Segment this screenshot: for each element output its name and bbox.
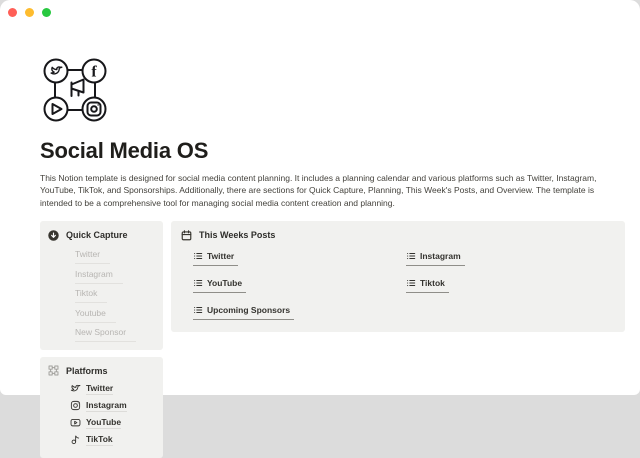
platform-link-label: YouTube bbox=[86, 416, 122, 427]
tiktok-icon bbox=[70, 434, 81, 445]
capture-arrow-icon bbox=[48, 230, 59, 241]
platforms-header bbox=[48, 365, 155, 376]
bulleted-list-icon bbox=[193, 278, 203, 288]
platform-link-instagram[interactable] bbox=[70, 397, 155, 414]
posts-link-label: Upcoming Sponsors bbox=[207, 304, 291, 315]
quick-capture-item-new-sponsor[interactable]: New Sponsor bbox=[75, 323, 136, 343]
platforms-title: Platforms bbox=[66, 365, 108, 376]
bulleted-list-icon bbox=[406, 251, 416, 261]
platform-link-label: Instagram bbox=[86, 399, 127, 410]
bulleted-list-icon bbox=[406, 278, 416, 288]
left-column bbox=[40, 221, 163, 458]
platform-link-youtube[interactable] bbox=[70, 414, 155, 431]
quick-capture-title: Quick Capture bbox=[66, 230, 128, 241]
youtube-icon bbox=[70, 417, 81, 428]
posts-linked-db-tiktok[interactable] bbox=[406, 278, 449, 293]
posts-link-label: Tiktok bbox=[420, 277, 445, 288]
platform-link-label: Twitter bbox=[86, 382, 114, 393]
page-description: This Notion template is designed for social media content planning. It includes a planning calendar and various platforms such as Twitter, Instagram, YouTube, TikTok, and Sponsorships. Additionally, there are sections for Quick Capture, Planning, This Week's Posts, and Overview. The template is intended to be a comprehensive tool for managing social media content creation and planning. bbox=[40, 173, 597, 208]
quick-capture-items bbox=[75, 245, 155, 343]
platform-link-twitter[interactable] bbox=[70, 380, 155, 397]
layout-columns bbox=[40, 221, 625, 458]
quick-capture-item-tiktok[interactable]: Tiktok bbox=[75, 284, 107, 304]
posts-link-label: Instagram bbox=[420, 250, 461, 261]
zoom-button[interactable] bbox=[42, 8, 51, 17]
platform-link-label: TikTok bbox=[86, 433, 113, 444]
close-button[interactable] bbox=[8, 8, 17, 17]
window-controls bbox=[0, 0, 640, 17]
quick-capture-section bbox=[40, 221, 163, 351]
quick-capture-item-instagram[interactable]: Instagram bbox=[75, 264, 123, 284]
posts-linked-db-youtube[interactable] bbox=[193, 278, 246, 293]
quick-capture-item-youtube[interactable]: Youtube bbox=[75, 303, 116, 323]
megaphone-icon bbox=[72, 80, 84, 97]
quick-capture-header bbox=[48, 230, 155, 241]
bulleted-list-icon bbox=[193, 305, 203, 315]
calendar-icon bbox=[181, 230, 192, 241]
instagram-icon bbox=[70, 400, 81, 411]
this-weeks-posts-grid bbox=[193, 251, 615, 320]
platforms-section bbox=[40, 357, 163, 458]
this-weeks-posts-title: This Weeks Posts bbox=[199, 230, 276, 241]
platforms-items bbox=[70, 380, 155, 448]
quick-capture-item-twitter[interactable]: Twitter bbox=[75, 245, 110, 265]
page-hero-social-network-icon[interactable] bbox=[40, 55, 110, 125]
network-grid-icon bbox=[48, 365, 59, 376]
posts-link-label: Twitter bbox=[207, 250, 235, 261]
minimize-button[interactable] bbox=[25, 8, 34, 17]
posts-linked-db-upcoming-sponsors[interactable] bbox=[193, 305, 294, 320]
facebook-f-icon: f bbox=[91, 63, 97, 81]
bulleted-list-icon bbox=[193, 251, 203, 261]
twitter-bird-icon bbox=[70, 383, 81, 394]
posts-link-label: YouTube bbox=[207, 277, 243, 288]
page-content bbox=[0, 17, 640, 458]
posts-linked-db-twitter[interactable] bbox=[193, 251, 238, 266]
this-weeks-posts-section bbox=[171, 221, 625, 332]
this-weeks-posts-header bbox=[181, 230, 615, 241]
posts-linked-db-instagram[interactable] bbox=[406, 251, 465, 266]
page-title: Social Media OS bbox=[40, 138, 209, 163]
platform-link-tiktok[interactable] bbox=[70, 431, 155, 448]
